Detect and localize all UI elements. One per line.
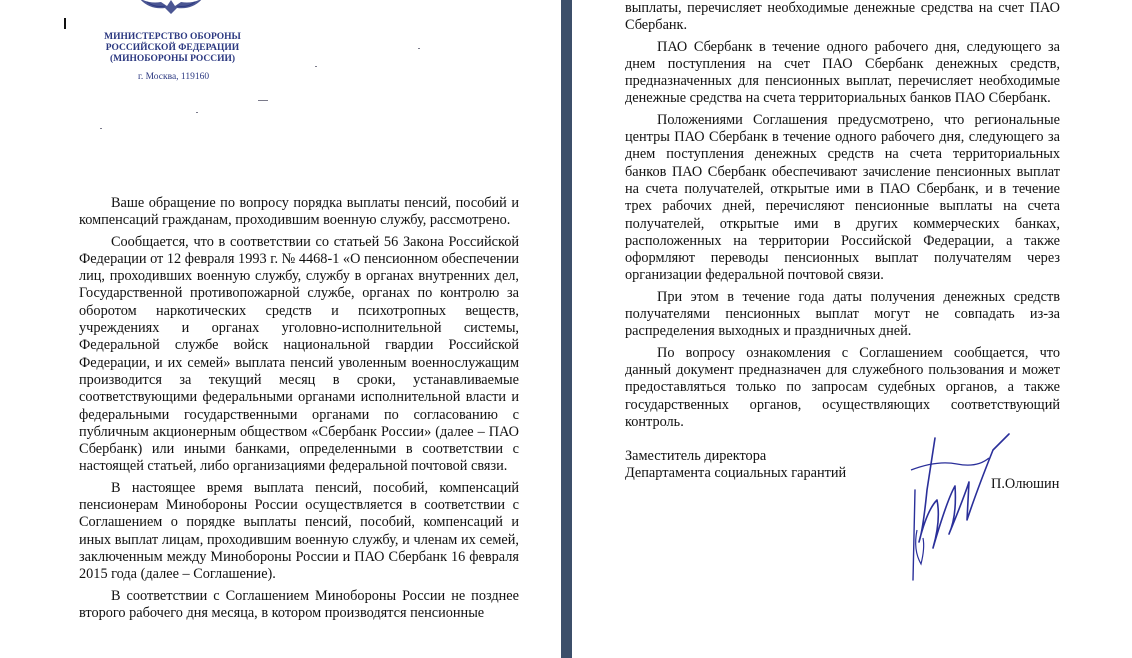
signatory-name: П.Олюшин bbox=[991, 476, 1060, 492]
scan-speck bbox=[418, 48, 420, 49]
paragraph: При этом в течение года даты получения денежных средств получателями пенсионных выплат могут не совпадать из-за распределения выходных и праздничных дней. bbox=[625, 288, 1060, 340]
scan-speck bbox=[258, 100, 268, 101]
scan-speck bbox=[100, 128, 102, 129]
signatory-title-line-2: Департамента социальных гарантий bbox=[625, 465, 847, 482]
handwritten-signature-icon bbox=[897, 430, 1017, 590]
paragraph: Положениями Соглашения предусмотрено, что региональные центры ПАО Сбербанк в течение одного рабочего дня, следующего за днем поступления денежных средств на счета территориальных банков ПАО Сбербанк обеспечивают зачисление пенсионных выплат на счета получателей, открытые ими в ПАО Сбербанк, и в течение трех рабочих дней, перечисляют пенсионные выплаты на счета получателей, открытые ими в других коммерческих банках, расположенных на территории Российской Федерации, а также оформляют переводы пенсионных выплат получателям через организации федеральной почтовой связи. bbox=[625, 111, 1060, 284]
scan-mark bbox=[64, 18, 66, 29]
paragraph: ПАО Сбербанк в течение одного рабочего дня, следующего за днем поступления на счет ПАО Сбербанк денежных средств, предназначенных для пенсионных выплат, перечисляет необходимые денежные средства на счета территориальных банков ПАО Сбербанк. bbox=[625, 38, 1060, 107]
scan-speck bbox=[315, 66, 317, 67]
letter-page-left bbox=[0, 0, 561, 658]
paragraph: Сообщается, что в соответствии со статьей 56 Закона Российской Федерации от 12 февраля 1993 г. № 4468-1 «О пенсионном обеспечении лиц, проходивших военную службу, службу в органах внутренних дел, Государственной противопожарной службе, органах по контролю за оборотом наркотических средств и психотропных веществ, учреждениях и органах уголовно-исполнительной системы, Федеральной службе войск национальной гвардии Российской Федерации, и их семей» выплата пенсий уволенным военнослужащим производится за текущий месяц в сроки, устанавливаемые соответствующими федеральными органами исполнительной власти и федеральными государственными органами по согласованию с публичным акционерным обществом «Сбербанк России» (далее – ПАО Сбербанк) или иными банками, определенными в соответствии с настоящей статьей, либо организациями федеральной почтовой связи. bbox=[79, 233, 519, 475]
scan-speck bbox=[196, 112, 198, 113]
letter-body-right bbox=[625, 0, 1060, 435]
letterhead-line-3: (МИНОБОРОНЫ РОССИИ) bbox=[109, 54, 236, 64]
letterhead-line-2: РОССИЙСКОЙ ФЕДЕРАЦИИ bbox=[105, 43, 240, 53]
letter-body-left bbox=[79, 195, 519, 626]
letterhead bbox=[100, 32, 245, 65]
paragraph: Ваше обращение по вопросу порядка выплаты пенсий, пособий и компенсаций гражданам, проходившим военную службу, рассмотрено. bbox=[79, 195, 519, 229]
paragraph: По вопросу ознакомления с Соглашением сообщается, что данный документ предназначен для служебного пользования и может предоставляться только по запросам судебных органов, а также государственных органов, осуществляющих соответствующий контроль. bbox=[625, 344, 1060, 430]
signatory-title-line-1: Заместитель директора bbox=[625, 448, 767, 464]
letterhead-city: г. Москва, 119160 bbox=[138, 72, 210, 82]
paragraph: В настоящее время выплата пенсий, пособий, компенсаций пенсионерам Минобороны России осуществляется в соответствии с Соглашением о порядке выплаты пенсий, пособий, компенсаций и иных выплат лицам, проходившим военную службу, и членам их семей, заключенным между Минобороны России и ПАО Сбербанк 16 февраля 2015 года (далее – Соглашение). bbox=[79, 479, 519, 583]
paragraph: В соответствии с Соглашением Минобороны России не позднее второго рабочего дня месяца, в котором производятся пенсионные bbox=[79, 587, 519, 621]
eagle-emblem-icon bbox=[135, 0, 207, 18]
letterhead-line-1: МИНИСТЕРСТВО ОБОРОНЫ bbox=[104, 32, 241, 42]
letter-page-right bbox=[572, 0, 1132, 658]
paragraph-continuation: выплаты, перечисляет необходимые денежные средства на счет ПАО Сбербанк. bbox=[625, 0, 1060, 34]
